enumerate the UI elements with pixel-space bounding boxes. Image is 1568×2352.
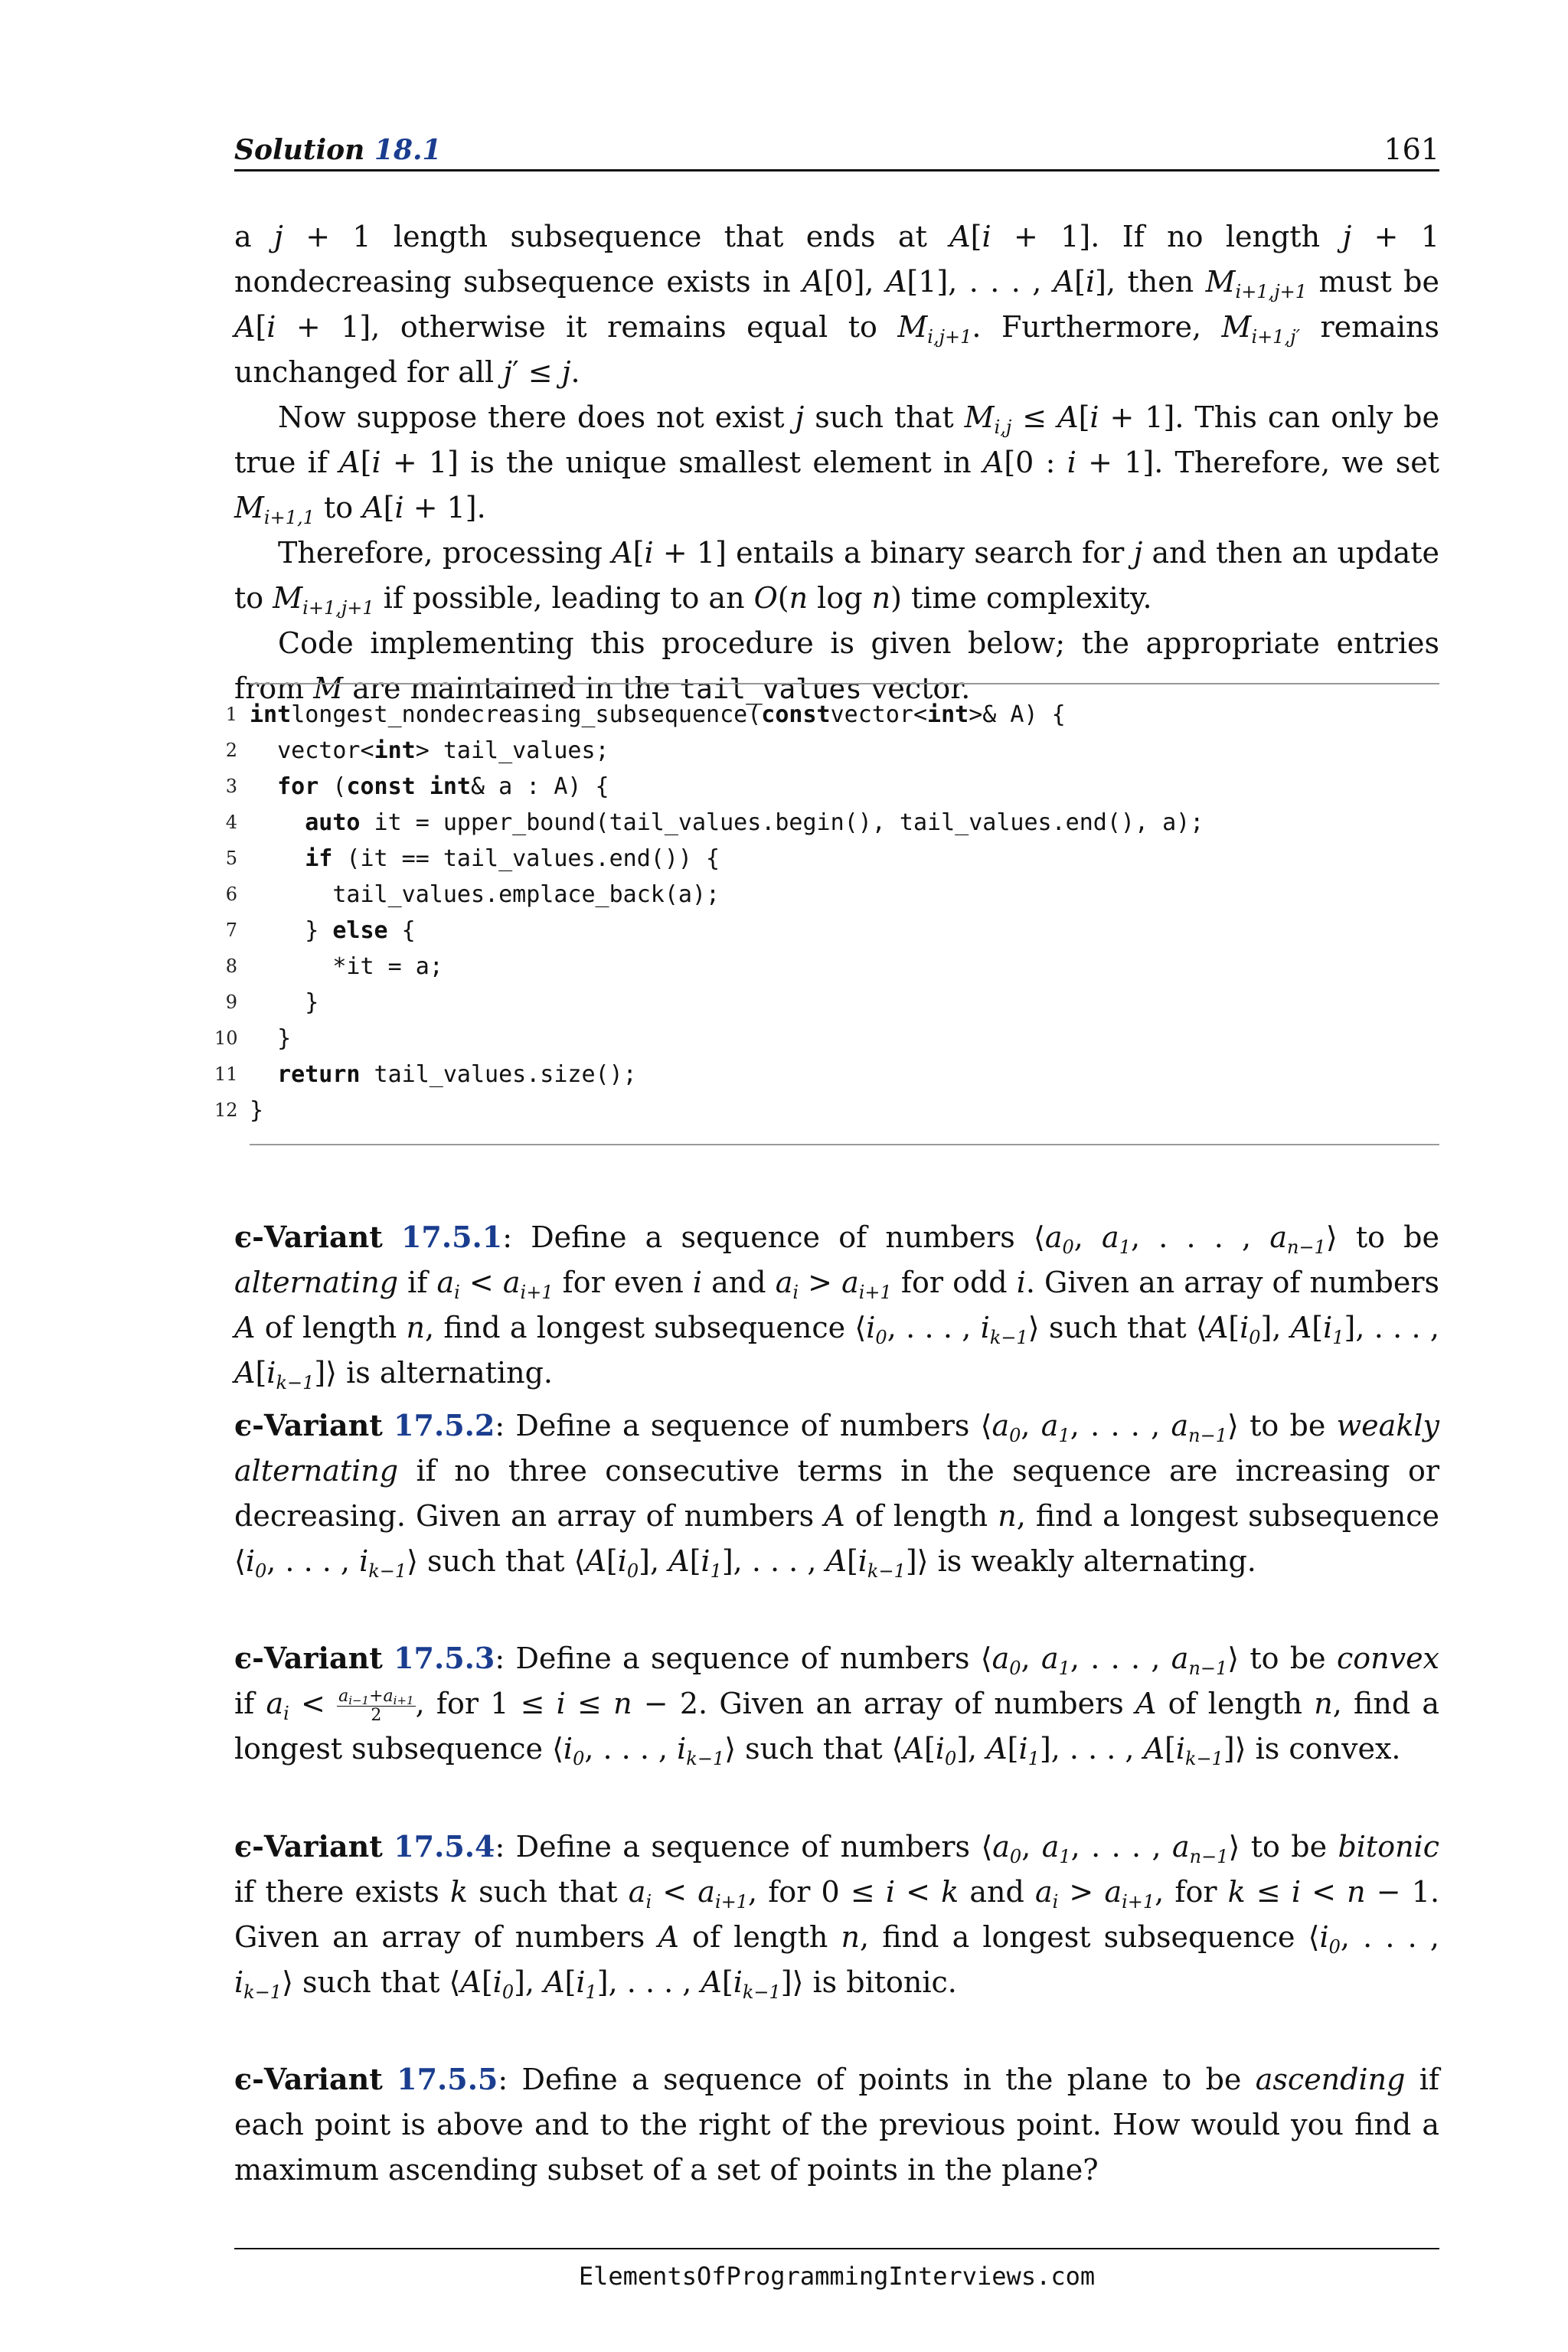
- variant-label: ϵ-Variant: [234, 1220, 383, 1254]
- code-line: [225, 949, 1439, 985]
- variant-3: ϵ-Variant 17.5.3: Define a sequence of numbers $⟨a_0$, $a_1$, . . . , $a_{n-1}⟩$ to be convex if $a_i$ < $\frac{a_{i-1}+a_{i+1}}{2}$ , for 1 ≤ i ≤ n − 2. Given an array of numbers A of length n, find a longest subsequence $⟨i_0$, . . . , $i_{k-1}⟩$ such that $⟨A[i_0]$, $A[i_1]$, . . . , $A[i_{k-1}]⟩$ is convex.: [234, 1641, 1440, 1769]
- code-text: vector<int> tail_values;: [250, 737, 609, 764]
- line-number: 6: [225, 884, 237, 905]
- code-line: [225, 697, 1439, 733]
- section-ref-link[interactable]: 18.1: [374, 134, 442, 166]
- code-line: [225, 733, 1439, 769]
- code-text: intlongest_nondecreasing_subsequence(constvector<int>& A) {: [250, 701, 1066, 728]
- variant-ref-link[interactable]: 17.5.3: [394, 1641, 495, 1675]
- code-line: [225, 805, 1439, 841]
- code-text: if (it == tail_values.end()) {: [305, 845, 720, 872]
- page-number: 161: [1383, 132, 1439, 166]
- paragraph-4: Code implementing this procedure is given below; the appropriate entries from M are maintained in the tail_values vector.: [234, 626, 1439, 705]
- variant-ref-link[interactable]: 17.5.4: [394, 1829, 495, 1864]
- code-line: [225, 841, 1439, 877]
- line-number: 4: [225, 812, 237, 833]
- section-prefix: Solution: [234, 134, 374, 166]
- page-footer: [234, 2248, 1439, 2291]
- code-listing: [214, 683, 1439, 1145]
- paragraph-1: a j + 1 length subsequence that ends at A[i + 1]. If no length j + 1 nondecreasing subsequence exists in A[0], A[1], . . . , A[i], then $M_{i+1,j+1}$ must be A[i + 1], otherwise it remains equal to $M_{i,j+1}$. Furthermore, $M_{i+1,j'}$ remains unchanged for all j′ ≤ j.: [234, 220, 1439, 389]
- fraction: $\frac{a_{i-1}+a_{i+1}}{2}$: [338, 1687, 414, 1725]
- variant-label: ϵ-Variant: [234, 2062, 383, 2096]
- line-number: 1: [225, 704, 237, 725]
- code-line: [225, 985, 1439, 1021]
- line-number: 5: [225, 848, 237, 869]
- code-line: [225, 913, 1439, 949]
- body-text: [234, 214, 1439, 712]
- line-number: 10: [214, 1027, 238, 1049]
- variant-4: ϵ-Variant 17.5.4: Define a sequence of numbers $⟨a_0$, $a_1$, . . . , $a_{n-1}⟩$ to be bitonic if there exists k such that $a_i < a_{i+1}$, for 0 ≤ i < k and $a_i > a_{i+1}$, for k ≤ i < n − 1. Given an array of numbers A of length n, find a longest subsequence $⟨i_0$, . . . , $i_{k-1}⟩$ such that $⟨A[i_0]$, $A[i_1]$, . . . , $A[i_{k-1}]⟩$ is bitonic.: [234, 1829, 1440, 2003]
- line-number: 12: [214, 1099, 238, 1121]
- code-line: [214, 1057, 1439, 1093]
- code-text: }: [250, 1025, 292, 1052]
- page-header: [234, 126, 1439, 172]
- line-number: 8: [225, 956, 237, 977]
- code-text: return tail_values.size();: [277, 1061, 637, 1088]
- code-line: [214, 1093, 1439, 1129]
- line-number: 9: [225, 991, 237, 1013]
- paragraph-2: Now suppose there does not exist j such that $M_{i,j} \le A[i + 1]$. This can only be true if A[i + 1] is the unique smallest element in A[0 : i + 1]. Therefore, we set $M_{i+1,1}$ to A[i + 1].: [234, 400, 1440, 528]
- running-head: [234, 134, 442, 166]
- code-text: }: [250, 989, 319, 1016]
- code-text: *it = a;: [250, 953, 443, 980]
- variant-ref-link[interactable]: 17.5.1: [400, 1220, 503, 1254]
- line-number: 11: [214, 1063, 238, 1085]
- variant-ref-link[interactable]: 17.5.5: [397, 2062, 498, 2096]
- code-line: [225, 769, 1439, 805]
- variant-5: ϵ-Variant 17.5.5: Define a sequence of points in the plane to be ascending if each point is above and to the right of the previous point. How would you find a maximum ascending subset of a set of points in the plane?: [234, 2062, 1439, 2187]
- code-text: }: [250, 1097, 264, 1124]
- variant-2: ϵ-Variant 17.5.2: Define a sequence of numbers $⟨a_0$, $a_1$, . . . , $a_{n-1}⟩$ to be weakly alternating if no three consecutive terms in the sequence are increasing or decreasing. Given an array of numbers A of length n, find a longest subsequence $⟨i_0$, . . . , $i_{k-1}⟩$ such that $⟨A[i_0]$, $A[i_1]$, . . . , $A[i_{k-1}]⟩$ is weakly alternating.: [234, 1408, 1439, 1582]
- code-line: [225, 877, 1439, 913]
- variant-label: ϵ-Variant: [234, 1641, 383, 1675]
- code-lines: [214, 684, 1439, 1129]
- paragraph-3: Therefore, processing A[i + 1] entails a binary search for j and then an update to $M_{i+1,j+1}$ if possible, leading to an O(n log n) time complexity.: [234, 536, 1439, 619]
- code-text: } else {: [250, 917, 416, 944]
- line-number: 7: [225, 920, 237, 941]
- code-text: tail_values.emplace_back(a);: [250, 881, 720, 908]
- code-text: for (const int& a : A) {: [277, 773, 609, 800]
- code-text: auto it = upper_bound(tail_values.begin(), tail_values.end(), a);: [305, 809, 1204, 836]
- line-number: 3: [225, 776, 237, 797]
- variant-label: ϵ-Variant: [234, 1829, 383, 1864]
- footer-link[interactable]: ElementsOfProgrammingInterviews.com: [578, 2262, 1096, 2291]
- line-number: 2: [225, 740, 237, 761]
- variant-label: ϵ-Variant: [234, 1408, 383, 1442]
- variant-1: ϵ-Variant 17.5.1: Define a sequence of numbers $⟨a_0$, $a_1$, . . . , $a_{n-1}⟩$ to be alternating if $a_i < a_{i+1}$ for even i and $a_i > a_{i+1}$ for odd i. Given an array of numbers A of length n, find a longest subsequence $⟨i_0$, . . . , $i_{k-1}⟩$ such that $⟨A[i_0]$, $A[i_1]$, . . . , $A[i_{k-1}]⟩$ is alternating.: [234, 1220, 1440, 1393]
- variant-ref-link[interactable]: 17.5.2: [394, 1408, 495, 1442]
- code-line: [214, 1021, 1439, 1057]
